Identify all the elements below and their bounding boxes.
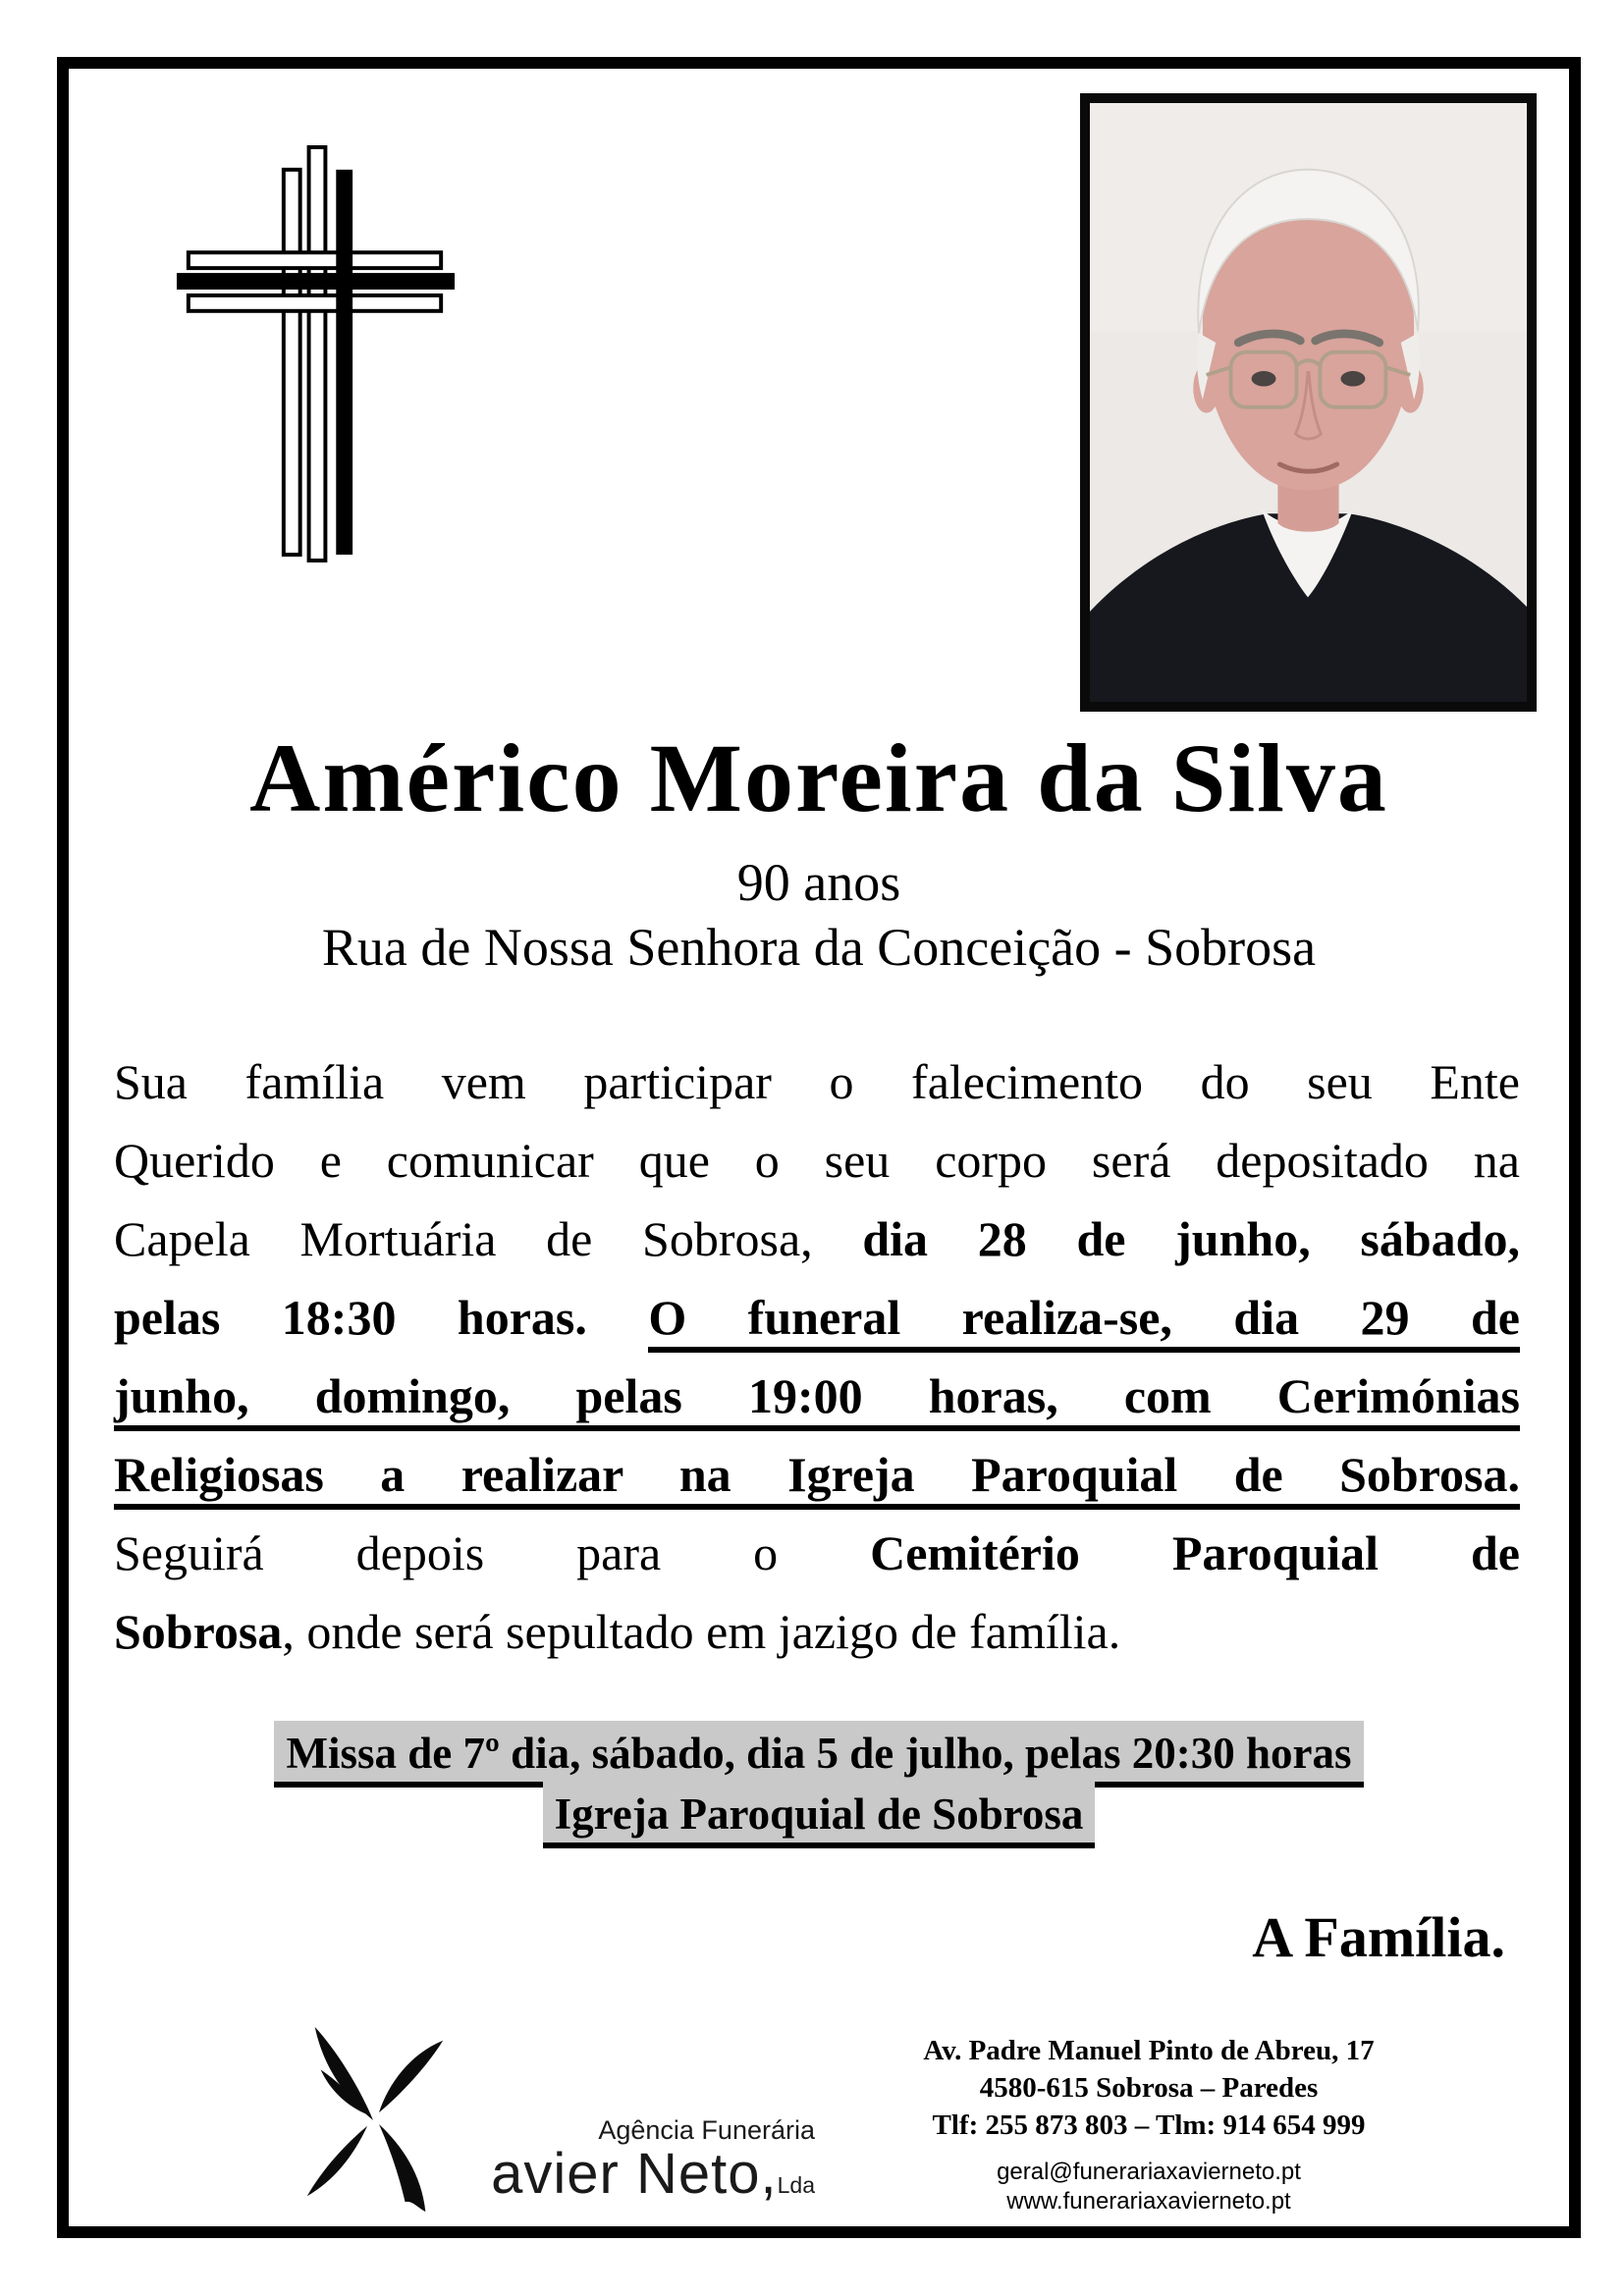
deceased-address: Rua de Nossa Senhora da Conceição - Sobrosa	[321, 918, 1317, 977]
announcement-paragraph	[114, 1042, 1520, 1671]
cross-icon	[175, 145, 457, 564]
agency-label: Agência Funerária	[598, 2115, 815, 2145]
agency-website: www.funerariaxavierneto.pt	[1006, 2188, 1291, 2215]
agency-wordmark	[393, 2115, 815, 2215]
announcement-line: Capela Mortuária de Sobrosa, dia 28 de junho, sábado,	[114, 1211, 1520, 1266]
deceased-name: Américo Moreira da Silva	[249, 723, 1388, 832]
portrait-photo	[1080, 93, 1537, 712]
agency-email: geral@funerariaxavierneto.pt	[997, 2159, 1301, 2185]
announcement-line: pelas 18:30 horas. O funeral realiza-se, dia 29 de	[114, 1278, 1520, 1357]
mass-line: Missa de 7º dia, sábado, dia 5 de julho, pelas 20:30 horas	[69, 1723, 1569, 1784]
mass-line: Igreja Paroquial de Sobrosa	[69, 1784, 1569, 1844]
announcement-line: Querido e comunicar que o seu corpo será depositado na	[114, 1133, 1520, 1188]
announcement-line: Sobrosa, onde será sepultado em jazigo de família.	[114, 1604, 1121, 1659]
announcement-line: Seguirá depois para o Cemitério Paroquial de	[114, 1525, 1521, 1580]
agency-name: avier Neto,Lda	[491, 2142, 815, 2206]
agency-street-address: Av. Padre Manuel Pinto de Abreu, 17	[923, 2035, 1375, 2066]
family-signature: A Família.	[1252, 1905, 1505, 1969]
agency-postal-address: 4580-615 Sobrosa – Paredes	[979, 2072, 1319, 2104]
deceased-age: 90 anos	[736, 853, 901, 912]
agency-contact-block	[854, 2032, 1443, 2216]
agency-phones: Tlf: 255 873 803 – Tlm: 914 654 999	[932, 2109, 1366, 2141]
announcement-line: Religiosas a realizar na Igreja Paroquial de Sobrosa.	[114, 1435, 1520, 1514]
announcement-line: Sua família vem participar o falecimento do seu Ente	[114, 1054, 1520, 1109]
announcement-line: junho, domingo, pelas 19:00 horas, com Cerimónias	[114, 1357, 1520, 1435]
seventh-day-mass-notice	[69, 1723, 1569, 1844]
notice-frame	[57, 57, 1581, 2238]
agency-name-suffix: Lda	[777, 2172, 815, 2198]
